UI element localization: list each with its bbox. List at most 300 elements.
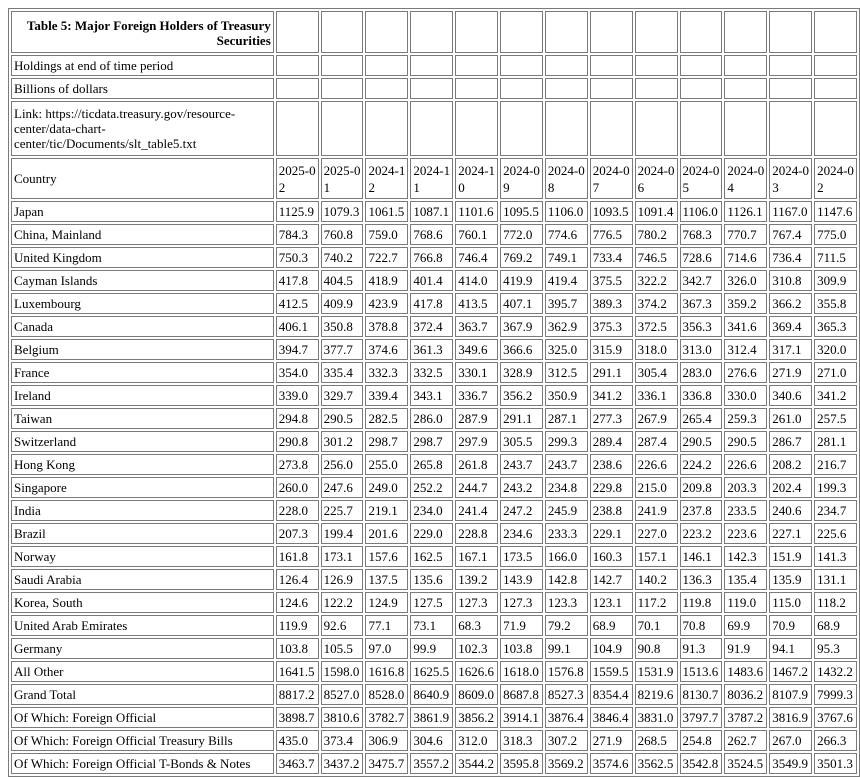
value-cell: 3856.2	[455, 707, 498, 728]
value-cell: 99.9	[410, 638, 453, 659]
value-cell: 3574.6	[590, 753, 633, 774]
value-cell: 92.6	[321, 615, 364, 636]
value-cell: 746.4	[455, 247, 498, 268]
value-cell: 8640.9	[410, 684, 453, 705]
value-cell: 322.2	[635, 270, 678, 291]
value-cell: 254.8	[680, 730, 723, 751]
value-cell: 234.6	[500, 523, 543, 544]
value-cell: 227.1	[769, 523, 812, 544]
value-cell: 225.6	[814, 523, 857, 544]
value-cell: 417.8	[410, 293, 453, 314]
value-cell: 8528.0	[365, 684, 408, 705]
country-cell: Luxembourg	[11, 293, 274, 314]
value-cell: 378.8	[365, 316, 408, 337]
empty-cell	[500, 11, 543, 53]
value-cell: 784.3	[276, 224, 319, 245]
value-cell: 3524.5	[724, 753, 767, 774]
table-row	[11, 546, 857, 567]
value-cell: 115.0	[769, 592, 812, 613]
period-header: 2024-11	[410, 158, 453, 199]
empty-cell	[724, 78, 767, 99]
table-row	[11, 523, 857, 544]
value-cell: 318.0	[635, 339, 678, 360]
value-cell: 1531.9	[635, 661, 678, 682]
value-cell: 127.3	[455, 592, 498, 613]
empty-cell	[276, 78, 319, 99]
value-cell: 3595.8	[500, 753, 543, 774]
value-cell: 341.2	[590, 385, 633, 406]
value-cell: 740.2	[321, 247, 364, 268]
value-cell: 417.8	[276, 270, 319, 291]
value-cell: 418.9	[365, 270, 408, 291]
value-cell: 776.5	[590, 224, 633, 245]
value-cell: 261.8	[455, 454, 498, 475]
country-cell: Korea, South	[11, 592, 274, 613]
value-cell: 247.6	[321, 477, 364, 498]
empty-cell	[635, 55, 678, 76]
empty-cell	[321, 11, 364, 53]
table-row	[11, 385, 857, 406]
empty-cell	[769, 101, 812, 156]
value-cell: 3914.1	[500, 707, 543, 728]
value-cell: 768.6	[410, 224, 453, 245]
value-cell: 356.3	[680, 316, 723, 337]
period-header: 2024-09	[500, 158, 543, 199]
value-cell: 8817.2	[276, 684, 319, 705]
empty-cell	[680, 78, 723, 99]
value-cell: 1167.0	[769, 201, 812, 222]
value-cell: 374.2	[635, 293, 678, 314]
value-cell: 73.1	[410, 615, 453, 636]
value-cell: 366.6	[500, 339, 543, 360]
value-cell: 3861.9	[410, 707, 453, 728]
value-cell: 68.3	[455, 615, 498, 636]
value-cell: 336.7	[455, 385, 498, 406]
empty-cell	[455, 101, 498, 156]
table-row	[11, 730, 857, 751]
value-cell: 271.9	[769, 362, 812, 383]
value-cell: 312.4	[724, 339, 767, 360]
value-cell: 332.3	[365, 362, 408, 383]
value-cell: 240.6	[769, 500, 812, 521]
value-cell: 746.5	[635, 247, 678, 268]
value-cell: 68.9	[590, 615, 633, 636]
value-cell: 257.5	[814, 408, 857, 429]
value-cell: 79.2	[545, 615, 588, 636]
value-cell: 3437.2	[321, 753, 364, 774]
value-cell: 3463.7	[276, 753, 319, 774]
value-cell: 409.9	[321, 293, 364, 314]
value-cell: 224.2	[680, 454, 723, 475]
value-cell: 309.9	[814, 270, 857, 291]
value-cell: 103.8	[500, 638, 543, 659]
value-cell: 157.6	[365, 546, 408, 567]
country-cell: Of Which: Foreign Official Treasury Bills	[11, 730, 274, 751]
value-cell: 759.0	[365, 224, 408, 245]
table-row	[11, 201, 857, 222]
empty-cell	[500, 101, 543, 156]
value-cell: 117.2	[635, 592, 678, 613]
value-cell: 259.3	[724, 408, 767, 429]
value-cell: 1079.3	[321, 201, 364, 222]
value-cell: 312.0	[455, 730, 498, 751]
value-cell: 414.0	[455, 270, 498, 291]
empty-cell	[814, 101, 857, 156]
country-cell: Grand Total	[11, 684, 274, 705]
value-cell: 266.3	[814, 730, 857, 751]
table-row	[11, 293, 857, 314]
note-link: Link: https://ticdata.treasury.gov/resource-center/data-chart-center/tic/Documents/slt_table5.txt	[11, 101, 274, 156]
empty-cell	[814, 55, 857, 76]
value-cell: 173.1	[321, 546, 364, 567]
value-cell: 262.7	[724, 730, 767, 751]
value-cell: 3767.6	[814, 707, 857, 728]
value-cell: 281.1	[814, 431, 857, 452]
value-cell: 1559.5	[590, 661, 633, 682]
period-header: 2024-03	[769, 158, 812, 199]
value-cell: 286.7	[769, 431, 812, 452]
value-cell: 341.2	[814, 385, 857, 406]
table-row	[11, 707, 857, 728]
value-cell: 162.5	[410, 546, 453, 567]
country-cell: India	[11, 500, 274, 521]
country-cell: Taiwan	[11, 408, 274, 429]
note-row	[11, 101, 857, 156]
value-cell: 305.5	[500, 431, 543, 452]
empty-cell	[590, 78, 633, 99]
empty-cell	[724, 55, 767, 76]
value-cell: 219.1	[365, 500, 408, 521]
value-cell: 3475.7	[365, 753, 408, 774]
note-holdings: Holdings at end of time period	[11, 55, 274, 76]
value-cell: 142.8	[545, 569, 588, 590]
value-cell: 341.6	[724, 316, 767, 337]
empty-cell	[410, 78, 453, 99]
value-cell: 375.3	[590, 316, 633, 337]
period-header: 2024-05	[680, 158, 723, 199]
country-cell: Of Which: Foreign Official T-Bonds & Notes	[11, 753, 274, 774]
value-cell: 1432.2	[814, 661, 857, 682]
value-cell: 330.0	[724, 385, 767, 406]
value-cell: 166.0	[545, 546, 588, 567]
table-row	[11, 569, 857, 590]
table-row	[11, 477, 857, 498]
value-cell: 362.9	[545, 316, 588, 337]
value-cell: 238.8	[590, 500, 633, 521]
value-cell: 407.1	[500, 293, 543, 314]
value-cell: 95.3	[814, 638, 857, 659]
value-cell: 330.1	[455, 362, 498, 383]
value-cell: 265.4	[680, 408, 723, 429]
country-cell: Hong Kong	[11, 454, 274, 475]
period-header: 2025-01	[321, 158, 364, 199]
value-cell: 7999.3	[814, 684, 857, 705]
empty-cell	[680, 55, 723, 76]
value-cell: 298.7	[410, 431, 453, 452]
value-cell: 126.4	[276, 569, 319, 590]
value-cell: 306.9	[365, 730, 408, 751]
value-cell: 435.0	[276, 730, 319, 751]
value-cell: 234.0	[410, 500, 453, 521]
value-cell: 363.7	[455, 316, 498, 337]
empty-cell	[410, 11, 453, 53]
country-cell: Norway	[11, 546, 274, 567]
value-cell: 340.6	[769, 385, 812, 406]
country-cell: Germany	[11, 638, 274, 659]
value-cell: 1061.5	[365, 201, 408, 222]
value-cell: 142.7	[590, 569, 633, 590]
table-row	[11, 224, 857, 245]
period-header: 2024-04	[724, 158, 767, 199]
holdings-table	[8, 8, 860, 777]
value-cell: 736.4	[769, 247, 812, 268]
value-cell: 1467.2	[769, 661, 812, 682]
value-cell: 99.1	[545, 638, 588, 659]
value-cell: 769.2	[500, 247, 543, 268]
value-cell: 3816.9	[769, 707, 812, 728]
value-cell: 714.6	[724, 247, 767, 268]
country-header: Country	[11, 158, 274, 199]
value-cell: 294.8	[276, 408, 319, 429]
value-cell: 750.3	[276, 247, 319, 268]
value-cell: 8219.6	[635, 684, 678, 705]
empty-cell	[410, 101, 453, 156]
value-cell: 3846.4	[590, 707, 633, 728]
value-cell: 271.0	[814, 362, 857, 383]
value-cell: 151.9	[769, 546, 812, 567]
value-cell: 173.5	[500, 546, 543, 567]
value-cell: 413.5	[455, 293, 498, 314]
value-cell: 70.1	[635, 615, 678, 636]
value-cell: 271.9	[590, 730, 633, 751]
empty-cell	[455, 55, 498, 76]
empty-cell	[545, 78, 588, 99]
value-cell: 131.1	[814, 569, 857, 590]
value-cell: 760.8	[321, 224, 364, 245]
value-cell: 136.3	[680, 569, 723, 590]
table-row	[11, 615, 857, 636]
value-cell: 249.0	[365, 477, 408, 498]
empty-cell	[635, 101, 678, 156]
title-row	[11, 11, 857, 53]
value-cell: 273.8	[276, 454, 319, 475]
value-cell: 202.4	[769, 477, 812, 498]
value-cell: 3787.2	[724, 707, 767, 728]
value-cell: 3797.7	[680, 707, 723, 728]
value-cell: 287.1	[545, 408, 588, 429]
value-cell: 317.1	[769, 339, 812, 360]
period-header: 2025-02	[276, 158, 319, 199]
value-cell: 282.5	[365, 408, 408, 429]
value-cell: 70.9	[769, 615, 812, 636]
value-cell: 77.1	[365, 615, 408, 636]
value-cell: 1576.8	[545, 661, 588, 682]
value-cell: 768.3	[680, 224, 723, 245]
value-cell: 305.4	[635, 362, 678, 383]
value-cell: 234.8	[545, 477, 588, 498]
value-cell: 268.5	[635, 730, 678, 751]
value-cell: 124.9	[365, 592, 408, 613]
table-row	[11, 684, 857, 705]
country-cell: Brazil	[11, 523, 274, 544]
value-cell: 366.2	[769, 293, 812, 314]
value-cell: 229.1	[590, 523, 633, 544]
value-cell: 141.3	[814, 546, 857, 567]
value-cell: 1106.0	[545, 201, 588, 222]
value-cell: 201.6	[365, 523, 408, 544]
value-cell: 767.4	[769, 224, 812, 245]
value-cell: 1087.1	[410, 201, 453, 222]
value-cell: 325.0	[545, 339, 588, 360]
table-row	[11, 661, 857, 682]
value-cell: 233.3	[545, 523, 588, 544]
value-cell: 1618.0	[500, 661, 543, 682]
value-cell: 733.4	[590, 247, 633, 268]
value-cell: 209.8	[680, 477, 723, 498]
value-cell: 401.4	[410, 270, 453, 291]
value-cell: 135.6	[410, 569, 453, 590]
value-cell: 1091.4	[635, 201, 678, 222]
table-row	[11, 638, 857, 659]
value-cell: 3876.4	[545, 707, 588, 728]
empty-cell	[410, 55, 453, 76]
value-cell: 349.6	[455, 339, 498, 360]
empty-cell	[680, 11, 723, 53]
table-row	[11, 454, 857, 475]
empty-cell	[321, 101, 364, 156]
value-cell: 124.6	[276, 592, 319, 613]
value-cell: 8107.9	[769, 684, 812, 705]
value-cell: 304.6	[410, 730, 453, 751]
note-units: Billions of dollars	[11, 78, 274, 99]
value-cell: 318.3	[500, 730, 543, 751]
value-cell: 238.6	[590, 454, 633, 475]
note-row	[11, 78, 857, 99]
value-cell: 766.8	[410, 247, 453, 268]
empty-cell	[500, 55, 543, 76]
value-cell: 68.9	[814, 615, 857, 636]
value-cell: 373.4	[321, 730, 364, 751]
value-cell: 359.2	[724, 293, 767, 314]
value-cell: 8527.0	[321, 684, 364, 705]
value-cell: 135.4	[724, 569, 767, 590]
value-cell: 419.4	[545, 270, 588, 291]
table-row	[11, 431, 857, 452]
value-cell: 3898.7	[276, 707, 319, 728]
value-cell: 69.9	[724, 615, 767, 636]
period-header: 2024-08	[545, 158, 588, 199]
value-cell: 1125.9	[276, 201, 319, 222]
empty-cell	[635, 11, 678, 53]
value-cell: 118.2	[814, 592, 857, 613]
value-cell: 228.0	[276, 500, 319, 521]
value-cell: 243.7	[545, 454, 588, 475]
value-cell: 365.3	[814, 316, 857, 337]
value-cell: 245.9	[545, 500, 588, 521]
value-cell: 283.0	[680, 362, 723, 383]
value-cell: 355.8	[814, 293, 857, 314]
value-cell: 289.4	[590, 431, 633, 452]
value-cell: 229.8	[590, 477, 633, 498]
value-cell: 3549.9	[769, 753, 812, 774]
value-cell: 226.6	[724, 454, 767, 475]
value-cell: 1101.6	[455, 201, 498, 222]
country-cell: All Other	[11, 661, 274, 682]
value-cell: 3544.2	[455, 753, 498, 774]
empty-cell	[455, 11, 498, 53]
value-cell: 229.0	[410, 523, 453, 544]
value-cell: 1641.5	[276, 661, 319, 682]
value-cell: 332.5	[410, 362, 453, 383]
value-cell: 307.2	[545, 730, 588, 751]
value-cell: 142.3	[724, 546, 767, 567]
table-row	[11, 592, 857, 613]
value-cell: 261.0	[769, 408, 812, 429]
empty-cell	[321, 78, 364, 99]
value-cell: 728.6	[680, 247, 723, 268]
empty-cell	[769, 55, 812, 76]
value-cell: 775.0	[814, 224, 857, 245]
value-cell: 8354.4	[590, 684, 633, 705]
value-cell: 320.0	[814, 339, 857, 360]
value-cell: 356.2	[500, 385, 543, 406]
value-cell: 315.9	[590, 339, 633, 360]
value-cell: 203.3	[724, 477, 767, 498]
country-cell: Cayman Islands	[11, 270, 274, 291]
empty-cell	[590, 55, 633, 76]
table-row	[11, 339, 857, 360]
value-cell: 290.5	[680, 431, 723, 452]
value-cell: 1093.5	[590, 201, 633, 222]
value-cell: 8687.8	[500, 684, 543, 705]
empty-cell	[590, 11, 633, 53]
value-cell: 265.8	[410, 454, 453, 475]
value-cell: 290.8	[276, 431, 319, 452]
value-cell: 1483.6	[724, 661, 767, 682]
value-cell: 774.6	[545, 224, 588, 245]
value-cell: 234.7	[814, 500, 857, 521]
country-cell: Saudi Arabia	[11, 569, 274, 590]
value-cell: 90.8	[635, 638, 678, 659]
country-cell: France	[11, 362, 274, 383]
value-cell: 3562.5	[635, 753, 678, 774]
country-cell: Canada	[11, 316, 274, 337]
value-cell: 287.9	[455, 408, 498, 429]
value-cell: 1513.6	[680, 661, 723, 682]
value-cell: 157.1	[635, 546, 678, 567]
value-cell: 241.4	[455, 500, 498, 521]
value-cell: 215.0	[635, 477, 678, 498]
empty-cell	[680, 101, 723, 156]
empty-cell	[769, 11, 812, 53]
value-cell: 350.8	[321, 316, 364, 337]
value-cell: 247.2	[500, 500, 543, 521]
value-cell: 237.8	[680, 500, 723, 521]
value-cell: 342.7	[680, 270, 723, 291]
value-cell: 326.0	[724, 270, 767, 291]
value-cell: 199.3	[814, 477, 857, 498]
period-header: 2024-10	[455, 158, 498, 199]
value-cell: 3569.2	[545, 753, 588, 774]
value-cell: 291.1	[500, 408, 543, 429]
value-cell: 329.7	[321, 385, 364, 406]
value-cell: 103.8	[276, 638, 319, 659]
empty-cell	[365, 55, 408, 76]
value-cell: 375.5	[590, 270, 633, 291]
value-cell: 780.2	[635, 224, 678, 245]
value-cell: 267.0	[769, 730, 812, 751]
empty-cell	[321, 55, 364, 76]
